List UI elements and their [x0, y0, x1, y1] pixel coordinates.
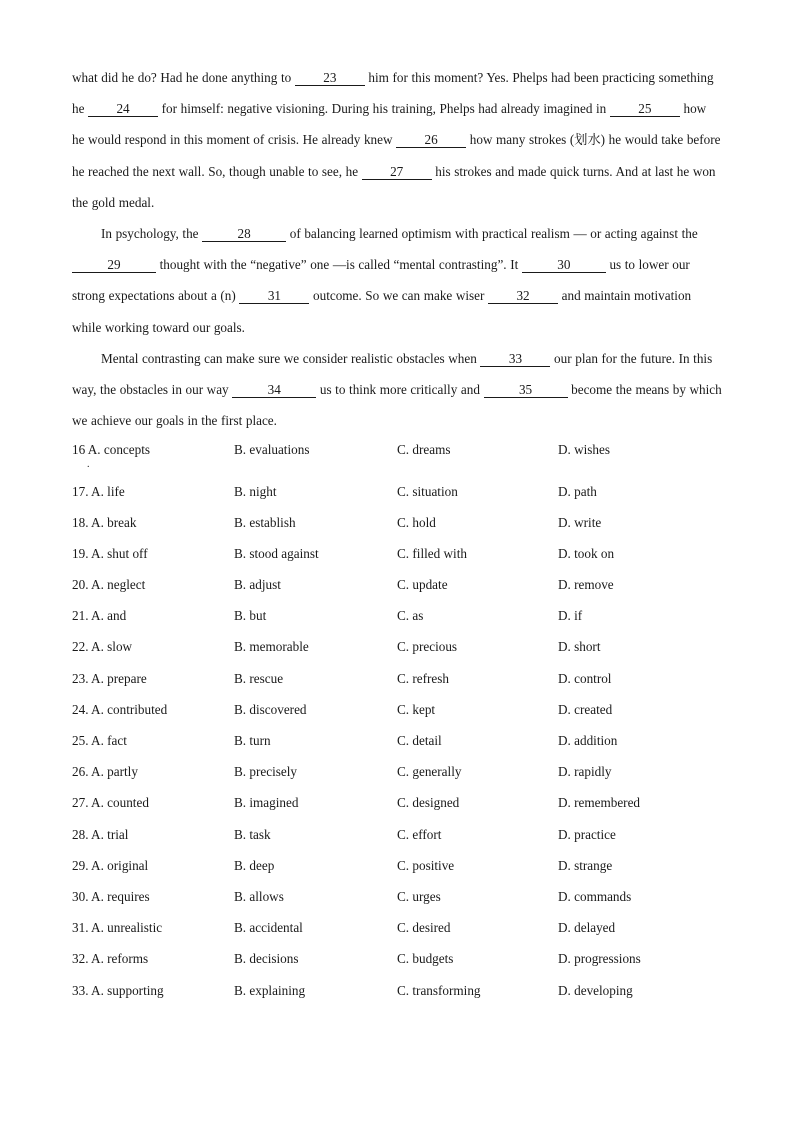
question-row-27 [72, 787, 722, 818]
option-a: 20. A. neglect [72, 577, 146, 593]
option-a: 26. A. partly [72, 764, 138, 780]
text-run: thought with the “negative” one —is called “mental contrasting”. It [156, 257, 522, 273]
text-run: for himself: negative visioning. During his training, Phelps had already imagined in [158, 101, 610, 117]
option-a: 25. A. fact [72, 733, 127, 748]
option-d: D. strange [558, 857, 613, 873]
blank-32: 32 [488, 288, 558, 304]
question-row-19 [72, 538, 722, 569]
option-a: 18. A. break [72, 514, 137, 530]
text-run: his strokes and made quick turns. And at last he won the gold medal. [72, 163, 716, 210]
text-run: how many strokes (划水) he would take before he reached the next wall. So, though unable to see, he [72, 132, 721, 179]
option-b: B. deep [234, 857, 275, 873]
question-row-21 [72, 600, 722, 631]
option-a: 19. A. shut off [72, 545, 148, 561]
option-a: 24. A. contributed [72, 701, 168, 717]
option-b: B. task [234, 826, 271, 842]
option-c: C. urges [397, 888, 441, 904]
option-c: C. as [397, 608, 424, 624]
option-a: 27. A. counted [72, 795, 149, 811]
option-b: B. stood against [234, 545, 319, 561]
blank-34: 34 [232, 382, 316, 398]
option-a: 30. A. requires [72, 888, 150, 904]
option-d: D. practice [558, 826, 616, 842]
option-d: D. control [558, 670, 612, 686]
text-run: Mental contrasting can make sure we consider realistic obstacles when [101, 350, 481, 366]
text-run: In psychology, the [101, 226, 203, 242]
option-b: B. accidental [234, 920, 303, 936]
text-run: of balancing learned optimism with practical realism — or acting against the [286, 226, 698, 242]
option-c: C. desired [397, 920, 451, 936]
option-b: B. memorable [234, 639, 309, 655]
option-a: 33. A. supporting [72, 982, 164, 998]
stray-mark: . [87, 459, 90, 470]
option-b: B. establish [234, 514, 296, 530]
blank-35: 35 [484, 382, 568, 398]
option-c: C. budgets [397, 951, 454, 967]
option-a: 29. A. original [72, 857, 149, 873]
passage [72, 62, 722, 436]
option-d: D. progressions [558, 951, 641, 967]
option-b: B. precisely [234, 764, 297, 780]
option-d: D. addition [558, 733, 618, 748]
option-a: 31. A. unrealistic [72, 920, 163, 936]
option-a: 23. A. prepare [72, 670, 147, 686]
question-row-22 [72, 631, 722, 662]
question-row-30 [72, 881, 722, 912]
option-a: 21. A. and [72, 608, 127, 624]
option-d: D. write [558, 514, 602, 530]
option-c: C. hold [397, 514, 436, 530]
option-c: C. update [397, 577, 448, 593]
text-run: what did he do? Had he done anything to [72, 70, 295, 85]
question-row-24 [72, 694, 722, 725]
question-row-16 [72, 434, 722, 476]
question-row-33 [72, 975, 722, 1006]
option-d: D. commands [558, 888, 632, 904]
option-b: B. night [234, 483, 277, 499]
option-d: D. if [558, 608, 583, 624]
paragraph-3 [72, 343, 722, 437]
option-b: B. explaining [234, 982, 306, 998]
option-d: D. short [558, 639, 601, 655]
option-c: C. generally [397, 764, 462, 780]
option-b: B. but [234, 608, 267, 624]
option-b: B. discovered [234, 701, 307, 717]
text-run: how he would respond in this moment of crisis. He already knew [72, 101, 707, 148]
option-d: D. wishes [558, 442, 611, 457]
option-a: 22. A. slow [72, 639, 133, 655]
text-run: him for this moment? Yes. Phelps had been practicing something he [72, 70, 714, 117]
option-b: B. evaluations [234, 442, 310, 457]
question-row-31 [72, 912, 722, 943]
blank-33: 33 [480, 351, 550, 367]
option-d: D. path [558, 483, 597, 499]
option-c: C. dreams [397, 442, 451, 457]
blank-23: 23 [295, 70, 365, 86]
option-c: C. detail [397, 733, 442, 748]
option-c: C. positive [397, 857, 455, 873]
blank-29: 29 [72, 257, 156, 273]
option-a: 28. A. trial [72, 826, 129, 842]
option-a: 16 A. concepts [72, 442, 151, 457]
blank-28: 28 [202, 226, 286, 242]
option-a: 17. A. life [72, 483, 125, 499]
option-b: B. decisions [234, 951, 299, 967]
text-run: our plan for the future. In this way, the obstacles in our way [72, 350, 713, 398]
blank-25: 25 [610, 101, 680, 117]
option-d: D. remove [558, 577, 614, 593]
option-c: C. refresh [397, 670, 449, 686]
text-run: us to think more critically and [316, 382, 484, 398]
question-options [72, 434, 722, 1006]
option-b: B. turn [234, 733, 271, 748]
option-b: B. imagined [234, 795, 299, 811]
text-run: and maintain motivation while working toward our goals. [72, 288, 692, 335]
option-b: B. adjust [234, 577, 281, 593]
question-row-23 [72, 663, 722, 694]
option-d: D. delayed [558, 920, 616, 936]
question-row-29 [72, 850, 722, 881]
blank-24: 24 [88, 101, 158, 117]
option-d: D. developing [558, 982, 633, 998]
blank-27: 27 [362, 164, 432, 180]
option-b: B. allows [234, 888, 284, 904]
option-c: C. transforming [397, 982, 481, 998]
option-c: C. precious [397, 639, 458, 655]
question-row-26 [72, 756, 722, 787]
option-d: D. rapidly [558, 764, 612, 780]
option-a: 32. A. reforms [72, 951, 149, 967]
question-row-20 [72, 569, 722, 600]
option-c: C. kept [397, 701, 436, 717]
text-run: us to lower our strong expectations about a (n) [72, 257, 690, 304]
paragraph-1 [72, 62, 722, 218]
option-c: C. designed [397, 795, 460, 811]
option-b: B. rescue [234, 670, 284, 686]
question-row-28 [72, 819, 722, 850]
option-c: C. filled with [397, 545, 467, 561]
option-d: D. took on [558, 545, 615, 561]
option-c: C. situation [397, 483, 458, 499]
text-run: outcome. So we can make wiser [309, 288, 489, 304]
paragraph-2 [72, 218, 722, 343]
option-d: D. remembered [558, 795, 641, 811]
question-row-32 [72, 943, 722, 974]
blank-31: 31 [239, 288, 309, 304]
text-run: become the means by which we achieve our goals in the first place. [72, 382, 722, 429]
question-row-17 [72, 476, 722, 507]
question-row-18 [72, 507, 722, 538]
blank-26: 26 [396, 132, 466, 148]
question-row-25 [72, 725, 722, 756]
option-c: C. effort [397, 826, 442, 842]
option-d: D. created [558, 701, 613, 717]
blank-30: 30 [522, 257, 606, 273]
